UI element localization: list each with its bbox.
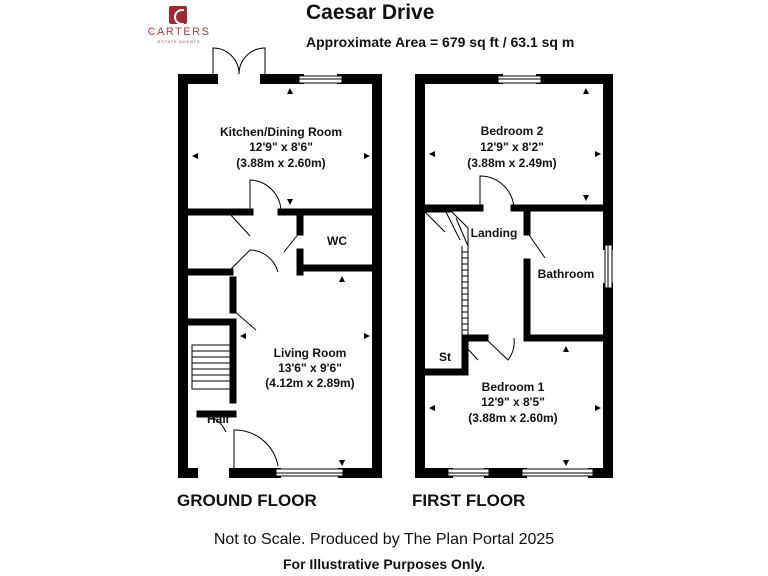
bedroom2-metric: (3.88m x 2.49m)	[467, 156, 557, 170]
disclaimer-illustrative: For Illustrative Purposes Only.	[282, 556, 485, 572]
landing-name: Landing	[470, 226, 518, 240]
first-door-swings	[465, 176, 545, 360]
living-metric: (4.12m x 2.89m)	[265, 376, 355, 390]
bedroom2-imperial: 12'9" x 8'2"	[480, 140, 544, 154]
bedroom1-imperial: 12'9" x 8'5"	[481, 395, 545, 409]
kitchen-name: Kitchen/Dining Room	[220, 125, 342, 139]
bedroom1-name: Bedroom 1	[481, 380, 545, 394]
wc-name: WC	[327, 234, 347, 248]
area-summary: Approximate Area = 679 sq ft / 63.1 sq m	[306, 34, 575, 50]
kitchen-imperial: 12'9" x 8'6"	[249, 140, 313, 154]
first-stairs	[425, 212, 468, 338]
bedroom1-metric: (3.88m x 2.60m)	[468, 411, 558, 425]
bedroom2-name: Bedroom 2	[480, 124, 544, 138]
logo-tagline: ESTATE AGENTS	[157, 39, 201, 44]
ground-floor-label: GROUND FLOOR	[177, 491, 317, 510]
store-name: St	[439, 350, 451, 364]
living-imperial: 13'6" x 9'6"	[278, 361, 342, 375]
property-title: Caesar Drive	[306, 1, 435, 24]
living-name: Living Room	[273, 346, 347, 360]
disclaimer-scale: Not to Scale. Produced by The Plan Portal 2025	[213, 531, 555, 548]
ground-stairs	[192, 345, 230, 389]
kitchen-metric: (3.88m x 2.60m)	[236, 156, 326, 170]
logo-name: CARTERS	[147, 26, 211, 38]
bathroom-name: Bathroom	[537, 267, 595, 281]
first-floor-label: FIRST FLOOR	[412, 491, 526, 510]
ground-door-swings	[200, 180, 300, 473]
hall-name: Hall	[206, 412, 230, 426]
